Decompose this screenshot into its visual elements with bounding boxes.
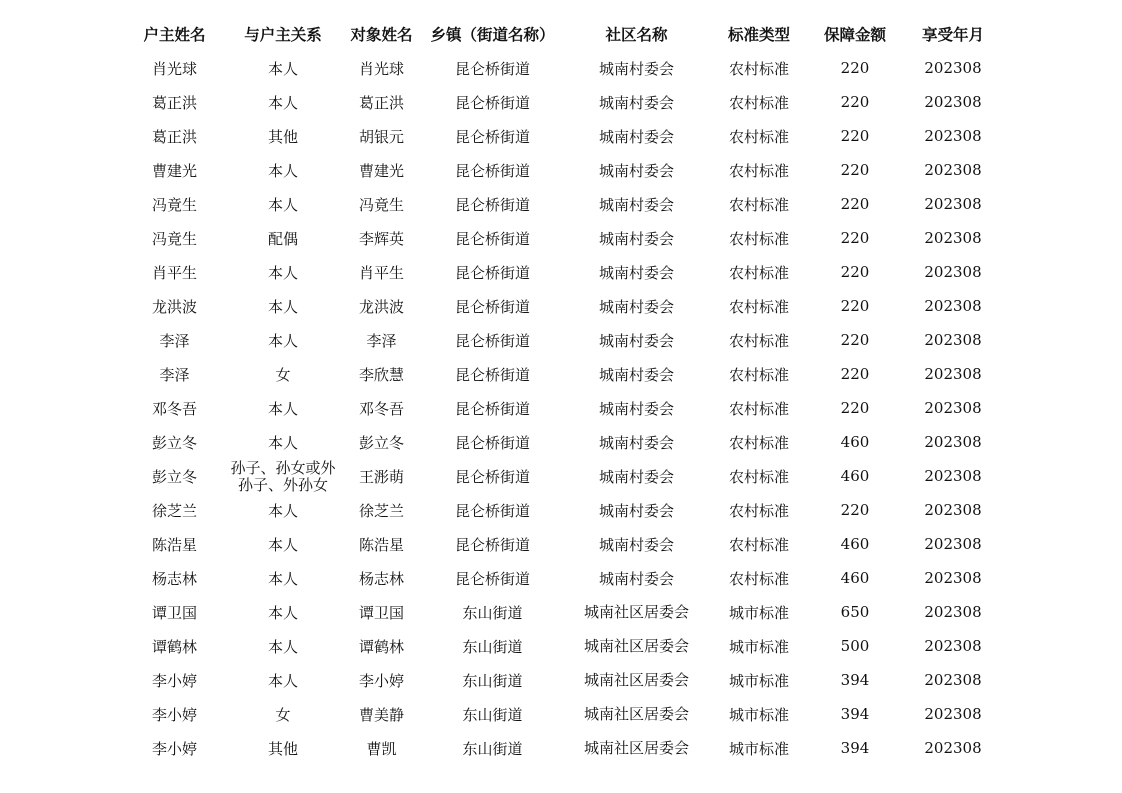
table-row (120, 493, 1000, 527)
cell-standard-type: 农村标准 (728, 59, 789, 78)
cell-person-name: 邓冬吾 (358, 399, 404, 418)
cell-relation: 本人 (267, 331, 298, 350)
cell-person-name: 胡银元 (358, 127, 404, 146)
cell-person-name: 谭鹤林 (358, 637, 404, 656)
cell-person-name: 龙洪波 (358, 297, 404, 316)
cell-community: 城南社区居委会 (583, 637, 689, 655)
cell-township: 昆仑桥街道 (454, 93, 530, 112)
cell-head-name: 李小婷 (151, 705, 197, 724)
cell-year-month: 202308 (924, 93, 982, 111)
cell-relation: 本人 (267, 569, 298, 588)
cell-township: 昆仑桥街道 (454, 399, 530, 418)
cell-person-name: 肖光球 (358, 59, 404, 78)
table-row (120, 289, 1000, 323)
cell-township: 昆仑桥街道 (454, 467, 530, 486)
cell-township: 东山街道 (462, 739, 523, 758)
cell-amount: 394 (840, 671, 870, 689)
table-row (120, 425, 1000, 459)
cell-standard-type: 城市标准 (728, 637, 789, 656)
cell-head-name: 肖光球 (151, 59, 197, 78)
cell-person-name: 曹美静 (358, 705, 404, 724)
cell-amount: 220 (840, 59, 870, 77)
cell-amount: 220 (840, 263, 870, 281)
cell-relation: 其他 (267, 739, 298, 758)
cell-year-month: 202308 (924, 263, 982, 281)
cell-amount: 220 (840, 501, 870, 519)
cell-relation: 本人 (267, 637, 298, 656)
cell-township: 昆仑桥街道 (454, 535, 530, 554)
cell-head-name: 杨志林 (151, 569, 197, 588)
cell-community: 城南村委会 (598, 161, 674, 180)
cell-head-name: 彭立冬 (151, 433, 197, 452)
cell-head-name: 曹建光 (151, 161, 197, 180)
cell-head-name: 肖平生 (151, 263, 197, 282)
cell-standard-type: 城市标准 (728, 603, 789, 622)
cell-community: 城南社区居委会 (583, 671, 689, 689)
cell-head-name: 冯竟生 (151, 195, 197, 214)
cell-relation: 本人 (267, 93, 298, 112)
cell-year-month: 202308 (924, 739, 982, 757)
cell-standard-type: 农村标准 (728, 433, 789, 452)
cell-relation: 孙子、孙女或外孙子、外孙女 (230, 458, 336, 494)
cell-relation: 本人 (267, 535, 298, 554)
header-standard-type: 标准类型 (727, 25, 790, 44)
cell-community: 城南村委会 (598, 229, 674, 248)
cell-community: 城南社区居委会 (583, 705, 689, 723)
cell-person-name: 彭立冬 (358, 433, 404, 452)
header-township: 乡镇（街道名称） (430, 25, 555, 44)
cell-township: 东山街道 (462, 705, 523, 724)
table-row (120, 459, 1000, 493)
cell-relation: 本人 (267, 297, 298, 316)
cell-amount: 460 (840, 467, 870, 485)
table-row (120, 663, 1000, 697)
table-row (120, 187, 1000, 221)
cell-year-month: 202308 (924, 59, 982, 77)
cell-amount: 220 (840, 229, 870, 247)
cell-person-name: 肖平生 (358, 263, 404, 282)
cell-community: 城南村委会 (598, 535, 674, 554)
cell-person-name: 徐芝兰 (358, 501, 404, 520)
table-row (120, 595, 1000, 629)
cell-relation: 本人 (267, 59, 298, 78)
table-row (120, 697, 1000, 731)
cell-standard-type: 农村标准 (728, 569, 789, 588)
cell-year-month: 202308 (924, 331, 982, 349)
cell-standard-type: 农村标准 (728, 467, 789, 486)
cell-relation: 本人 (267, 161, 298, 180)
cell-amount: 650 (840, 603, 870, 621)
cell-year-month: 202308 (924, 501, 982, 519)
cell-head-name: 彭立冬 (151, 467, 197, 486)
cell-community: 城南村委会 (598, 467, 674, 486)
cell-relation: 本人 (267, 263, 298, 282)
cell-township: 昆仑桥街道 (454, 59, 530, 78)
header-amount: 保障金额 (823, 25, 886, 44)
cell-township: 东山街道 (462, 671, 523, 690)
cell-township: 昆仑桥街道 (454, 331, 530, 350)
cell-year-month: 202308 (924, 433, 982, 451)
cell-head-name: 葛正洪 (151, 127, 197, 146)
cell-relation: 本人 (267, 195, 298, 214)
cell-year-month: 202308 (924, 637, 982, 655)
cell-community: 城南村委会 (598, 195, 674, 214)
cell-year-month: 202308 (924, 161, 982, 179)
table-row (120, 357, 1000, 391)
cell-amount: 460 (840, 535, 870, 553)
cell-person-name: 杨志林 (358, 569, 404, 588)
table-row (120, 255, 1000, 289)
cell-community: 城南村委会 (598, 93, 674, 112)
cell-year-month: 202308 (924, 127, 982, 145)
cell-amount: 220 (840, 399, 870, 417)
cell-community: 城南村委会 (598, 127, 674, 146)
cell-community: 城南村委会 (598, 297, 674, 316)
cell-relation: 其他 (267, 127, 298, 146)
cell-person-name: 李小婷 (358, 671, 404, 690)
table-row (120, 153, 1000, 187)
cell-community: 城南村委会 (598, 399, 674, 418)
cell-township: 昆仑桥街道 (454, 297, 530, 316)
header-year-month: 享受年月 (921, 25, 984, 44)
table-row (120, 629, 1000, 663)
cell-community: 城南村委会 (598, 365, 674, 384)
cell-relation: 本人 (267, 603, 298, 622)
cell-standard-type: 城市标准 (728, 739, 789, 758)
table-row (120, 527, 1000, 561)
cell-township: 昆仑桥街道 (454, 263, 530, 282)
header-community: 社区名称 (605, 25, 668, 44)
cell-township: 东山街道 (462, 603, 523, 622)
cell-standard-type: 农村标准 (728, 263, 789, 282)
cell-relation: 本人 (267, 433, 298, 452)
cell-standard-type: 农村标准 (728, 195, 789, 214)
cell-standard-type: 农村标准 (728, 399, 789, 418)
cell-year-month: 202308 (924, 603, 982, 621)
cell-year-month: 202308 (924, 467, 982, 485)
cell-relation: 本人 (267, 399, 298, 418)
cell-relation: 配偶 (267, 229, 298, 248)
cell-amount: 220 (840, 161, 870, 179)
cell-community: 城南村委会 (598, 263, 674, 282)
table-header-row (120, 17, 1000, 51)
cell-township: 昆仑桥街道 (454, 161, 530, 180)
cell-head-name: 徐芝兰 (151, 501, 197, 520)
cell-year-month: 202308 (924, 297, 982, 315)
cell-community: 城南村委会 (598, 501, 674, 520)
table-row (120, 51, 1000, 85)
cell-township: 昆仑桥街道 (454, 365, 530, 384)
table-row (120, 221, 1000, 255)
cell-relation: 女 (275, 705, 291, 724)
cell-person-name: 曹凯 (366, 739, 397, 758)
cell-head-name: 谭卫国 (151, 603, 197, 622)
cell-township: 东山街道 (462, 637, 523, 656)
cell-head-name: 谭鹤林 (151, 637, 197, 656)
cell-year-month: 202308 (924, 569, 982, 587)
header-head-name: 户主姓名 (143, 25, 206, 44)
cell-amount: 220 (840, 331, 870, 349)
cell-year-month: 202308 (924, 365, 982, 383)
cell-head-name: 李泽 (159, 331, 190, 350)
cell-amount: 220 (840, 195, 870, 213)
cell-amount: 460 (840, 433, 870, 451)
cell-person-name: 李欣慧 (358, 365, 404, 384)
cell-year-month: 202308 (924, 399, 982, 417)
cell-person-name: 葛正洪 (358, 93, 404, 112)
cell-year-month: 202308 (924, 671, 982, 689)
cell-standard-type: 农村标准 (728, 501, 789, 520)
header-person-name: 对象姓名 (350, 25, 413, 44)
subsidy-table (120, 17, 1000, 765)
cell-township: 昆仑桥街道 (454, 569, 530, 588)
cell-standard-type: 农村标准 (728, 229, 789, 248)
cell-head-name: 陈浩星 (151, 535, 197, 554)
cell-community: 城南村委会 (598, 331, 674, 350)
cell-amount: 394 (840, 705, 870, 723)
cell-amount: 460 (840, 569, 870, 587)
cell-year-month: 202308 (924, 195, 982, 213)
table-row (120, 561, 1000, 595)
cell-amount: 394 (840, 739, 870, 757)
header-relation: 与户主关系 (244, 25, 322, 44)
cell-amount: 220 (840, 365, 870, 383)
table-row (120, 323, 1000, 357)
cell-community: 城南村委会 (598, 433, 674, 452)
cell-relation: 女 (275, 365, 291, 384)
cell-standard-type: 农村标准 (728, 535, 789, 554)
cell-standard-type: 城市标准 (728, 705, 789, 724)
cell-township: 昆仑桥街道 (454, 127, 530, 146)
cell-standard-type: 农村标准 (728, 161, 789, 180)
cell-standard-type: 农村标准 (728, 93, 789, 112)
cell-relation: 本人 (267, 501, 298, 520)
cell-head-name: 龙洪波 (151, 297, 197, 316)
table-body (120, 51, 1000, 765)
cell-township: 昆仑桥街道 (454, 229, 530, 248)
cell-head-name: 李泽 (159, 365, 190, 384)
cell-person-name: 冯竟生 (358, 195, 404, 214)
cell-person-name: 陈浩星 (358, 535, 404, 554)
cell-standard-type: 农村标准 (728, 297, 789, 316)
cell-standard-type: 城市标准 (728, 671, 789, 690)
cell-standard-type: 农村标准 (728, 365, 789, 384)
cell-amount: 220 (840, 127, 870, 145)
cell-amount: 220 (840, 297, 870, 315)
cell-community: 城南村委会 (598, 569, 674, 588)
cell-head-name: 葛正洪 (151, 93, 197, 112)
table-row (120, 731, 1000, 765)
cell-year-month: 202308 (924, 535, 982, 553)
cell-amount: 500 (840, 637, 870, 655)
table-row (120, 85, 1000, 119)
cell-head-name: 李小婷 (151, 739, 197, 758)
cell-community: 城南社区居委会 (583, 603, 689, 621)
cell-head-name: 冯竟生 (151, 229, 197, 248)
cell-standard-type: 农村标准 (728, 127, 789, 146)
cell-person-name: 曹建光 (358, 161, 404, 180)
table-row (120, 391, 1000, 425)
cell-community: 城南社区居委会 (583, 739, 689, 757)
cell-head-name: 邓冬吾 (151, 399, 197, 418)
cell-relation: 本人 (267, 671, 298, 690)
cell-township: 昆仑桥街道 (454, 195, 530, 214)
table-row (120, 119, 1000, 153)
cell-standard-type: 农村标准 (728, 331, 789, 350)
cell-person-name: 李辉英 (358, 229, 404, 248)
cell-amount: 220 (840, 93, 870, 111)
cell-township: 昆仑桥街道 (454, 433, 530, 452)
cell-person-name: 谭卫国 (358, 603, 404, 622)
cell-community: 城南村委会 (598, 59, 674, 78)
cell-year-month: 202308 (924, 705, 982, 723)
cell-head-name: 李小婷 (151, 671, 197, 690)
cell-year-month: 202308 (924, 229, 982, 247)
cell-township: 昆仑桥街道 (454, 501, 530, 520)
cell-person-name: 王浵萌 (358, 467, 404, 486)
cell-person-name: 李泽 (366, 331, 397, 350)
